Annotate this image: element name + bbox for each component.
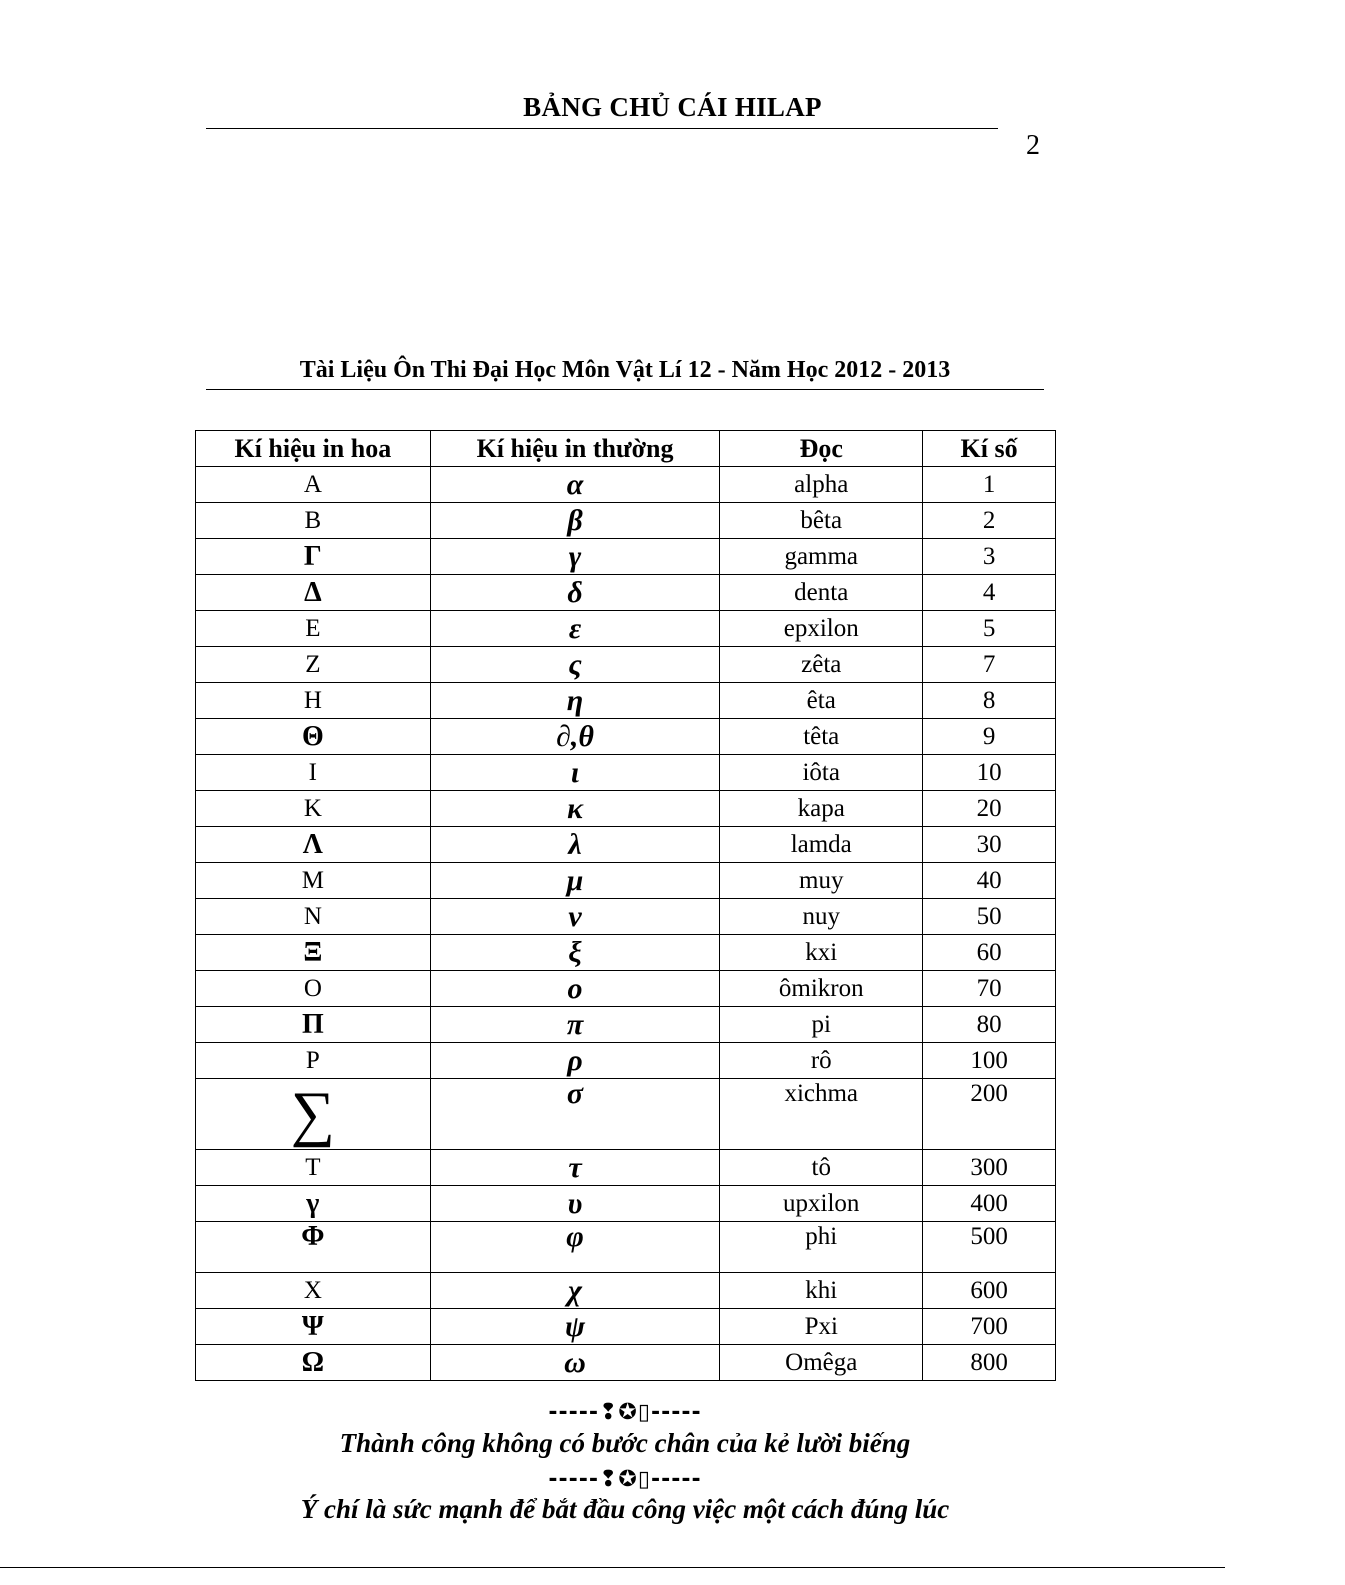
motto-quote: Thành công không có bước chân của kẻ lười biếng <box>339 1428 911 1458</box>
table-row <box>196 1222 1056 1273</box>
number-cell: 600 <box>923 1273 1056 1309</box>
number-cell: 20 <box>923 791 1056 827</box>
upper-symbol-cell: Z <box>196 647 431 683</box>
lower-symbol-cell: χ <box>430 1273 720 1309</box>
number-cell: 50 <box>923 899 1056 935</box>
upper-symbol-cell: N <box>196 899 431 935</box>
page-bottom-rule <box>0 1567 1225 1568</box>
number-cell: 3 <box>923 539 1056 575</box>
number-cell: 4 <box>923 575 1056 611</box>
table-row <box>196 575 1056 611</box>
upper-symbol-cell: M <box>196 863 431 899</box>
number-cell: 60 <box>923 935 1056 971</box>
upper-symbol-cell: γ <box>196 1186 431 1222</box>
reading-cell: têta <box>720 719 923 755</box>
table-row <box>196 971 1056 1007</box>
lower-symbol-cell: κ <box>430 791 720 827</box>
top-cut-line <box>0 30 1225 70</box>
lower-symbol-cell: γ <box>430 539 720 575</box>
reading-cell: rô <box>720 1043 923 1079</box>
header-rule <box>206 389 1044 390</box>
reading-cell: zêta <box>720 647 923 683</box>
table-body <box>196 467 1056 1381</box>
lower-symbol-cell: ι <box>430 755 720 791</box>
table-row <box>196 647 1056 683</box>
upper-symbol-cell: Ξ <box>196 935 431 971</box>
upper-symbol-cell: Ψ <box>196 1309 431 1345</box>
reading-cell: lamda <box>720 827 923 863</box>
table-header-row <box>196 431 1056 467</box>
upper-symbol-cell: Λ <box>196 827 431 863</box>
number-cell: 700 <box>923 1309 1056 1345</box>
number-cell: 800 <box>923 1345 1056 1381</box>
upper-symbol-cell: K <box>196 791 431 827</box>
number-cell: 500 <box>923 1222 1056 1273</box>
lower-symbol-cell: σ <box>430 1079 720 1150</box>
lower-symbol-cell: δ <box>430 575 720 611</box>
lower-symbol-cell: ο <box>430 971 720 1007</box>
lower-symbol-cell: ε <box>430 611 720 647</box>
ornament-divider-bottom: -----❢✪▯----- <box>548 1467 702 1492</box>
number-cell: 300 <box>923 1150 1056 1186</box>
table-row <box>196 1079 1056 1150</box>
number-cell: 400 <box>923 1186 1056 1222</box>
table-row <box>196 719 1056 755</box>
reading-cell: gamma <box>720 539 923 575</box>
reading-cell: kapa <box>720 791 923 827</box>
number-cell: 40 <box>923 863 1056 899</box>
upper-symbol-cell: I <box>196 755 431 791</box>
table-row <box>196 935 1056 971</box>
lower-symbol-cell: ν <box>430 899 720 935</box>
number-cell: 80 <box>923 1007 1056 1043</box>
upper-symbol-cell: Γ <box>196 539 431 575</box>
reading-cell: upxilon <box>720 1186 923 1222</box>
number-cell: 70 <box>923 971 1056 1007</box>
page-number: 2 <box>1026 130 1040 161</box>
lower-symbol-cell: β <box>430 503 720 539</box>
table-row <box>196 863 1056 899</box>
table-row <box>196 467 1056 503</box>
number-cell: 2 <box>923 503 1056 539</box>
lower-symbol-cell: ς <box>430 647 720 683</box>
table-row <box>196 539 1056 575</box>
upper-symbol-cell: P <box>196 1043 431 1079</box>
reading-cell: phi <box>720 1222 923 1273</box>
upper-symbol-cell: A <box>196 467 431 503</box>
upper-symbol-cell: Φ <box>196 1222 431 1273</box>
upper-symbol-cell: B <box>196 503 431 539</box>
table-row <box>196 1186 1056 1222</box>
column-header-read: Đọc <box>720 431 923 467</box>
table-row <box>196 1309 1056 1345</box>
lower-symbol-cell: λ <box>430 827 720 863</box>
table-row <box>196 755 1056 791</box>
bottom-cut-text: Ý chí là sức mạnh để bắt đầu công việc một cách đúng lúc <box>300 1494 950 1524</box>
table-row <box>196 503 1056 539</box>
reading-cell: êta <box>720 683 923 719</box>
table-row <box>196 791 1056 827</box>
upper-symbol-cell: E <box>196 611 431 647</box>
reading-cell: alpha <box>720 467 923 503</box>
reading-cell: denta <box>720 575 923 611</box>
reading-cell: iôta <box>720 755 923 791</box>
table-row <box>196 899 1056 935</box>
reading-cell: pi <box>720 1007 923 1043</box>
column-header-lower: Kí hiệu in thường <box>430 431 720 467</box>
number-cell: 10 <box>923 755 1056 791</box>
upper-symbol-cell: Δ <box>196 575 431 611</box>
lower-symbol-cell: ω <box>430 1345 720 1381</box>
title-rule <box>206 128 998 129</box>
lower-symbol-cell: φ <box>430 1222 720 1273</box>
upper-symbol-cell: Π <box>196 1007 431 1043</box>
table-row <box>196 611 1056 647</box>
lower-symbol-cell: ρ <box>430 1043 720 1079</box>
reading-cell: epxilon <box>720 611 923 647</box>
table-row <box>196 1273 1056 1309</box>
lower-symbol-cell: ξ <box>430 935 720 971</box>
reading-cell: bêta <box>720 503 923 539</box>
ornament-divider-top: -----❢✪▯----- <box>548 1400 702 1425</box>
upper-symbol-cell: ∑ <box>196 1079 431 1150</box>
reading-cell: ômikron <box>720 971 923 1007</box>
lower-symbol-cell: α <box>430 467 720 503</box>
table-row <box>196 1007 1056 1043</box>
reading-cell: Omêga <box>720 1345 923 1381</box>
column-header-number: Kí số <box>923 431 1056 467</box>
document-title: BẢNG CHỦ CÁI HILAP <box>523 92 822 122</box>
reading-cell: khi <box>720 1273 923 1309</box>
table-row <box>196 1150 1056 1186</box>
upper-symbol-cell: X <box>196 1273 431 1309</box>
reading-cell: nuy <box>720 899 923 935</box>
reading-cell: kxi <box>720 935 923 971</box>
table-row <box>196 827 1056 863</box>
number-cell: 30 <box>923 827 1056 863</box>
number-cell: 8 <box>923 683 1056 719</box>
table-row <box>196 1345 1056 1381</box>
lower-symbol-cell: τ <box>430 1150 720 1186</box>
upper-symbol-cell: H <box>196 683 431 719</box>
reading-cell: muy <box>720 863 923 899</box>
lower-symbol-cell: η <box>430 683 720 719</box>
greek-alphabet-table <box>195 430 1056 1381</box>
lower-symbol-cell: π <box>430 1007 720 1043</box>
number-cell: 1 <box>923 467 1056 503</box>
reading-cell: xichma <box>720 1079 923 1150</box>
lower-symbol-cell: υ <box>430 1186 720 1222</box>
upper-symbol-cell: O <box>196 971 431 1007</box>
reading-cell: Pxi <box>720 1309 923 1345</box>
top-mask <box>0 30 1225 80</box>
upper-symbol-cell: Θ <box>196 719 431 755</box>
upper-symbol-cell: Ω <box>196 1345 431 1381</box>
number-cell: 5 <box>923 611 1056 647</box>
table-row <box>196 1043 1056 1079</box>
number-cell: 200 <box>923 1079 1056 1150</box>
table-row <box>196 683 1056 719</box>
column-header-upper: Kí hiệu in hoa <box>196 431 431 467</box>
lower-symbol-cell: μ <box>430 863 720 899</box>
reading-cell: tô <box>720 1150 923 1186</box>
upper-symbol-cell: T <box>196 1150 431 1186</box>
number-cell: 9 <box>923 719 1056 755</box>
header-title: Tài Liệu Ôn Thi Đại Học Môn Vật Lí 12 - Năm Học 2012 - 2013 <box>299 357 951 383</box>
bottom-cut-line <box>0 1494 1225 1524</box>
number-cell: 7 <box>923 647 1056 683</box>
number-cell: 100 <box>923 1043 1056 1079</box>
lower-symbol-cell: ψ <box>430 1309 720 1345</box>
lower-symbol-cell: ∂,θ <box>430 719 720 755</box>
